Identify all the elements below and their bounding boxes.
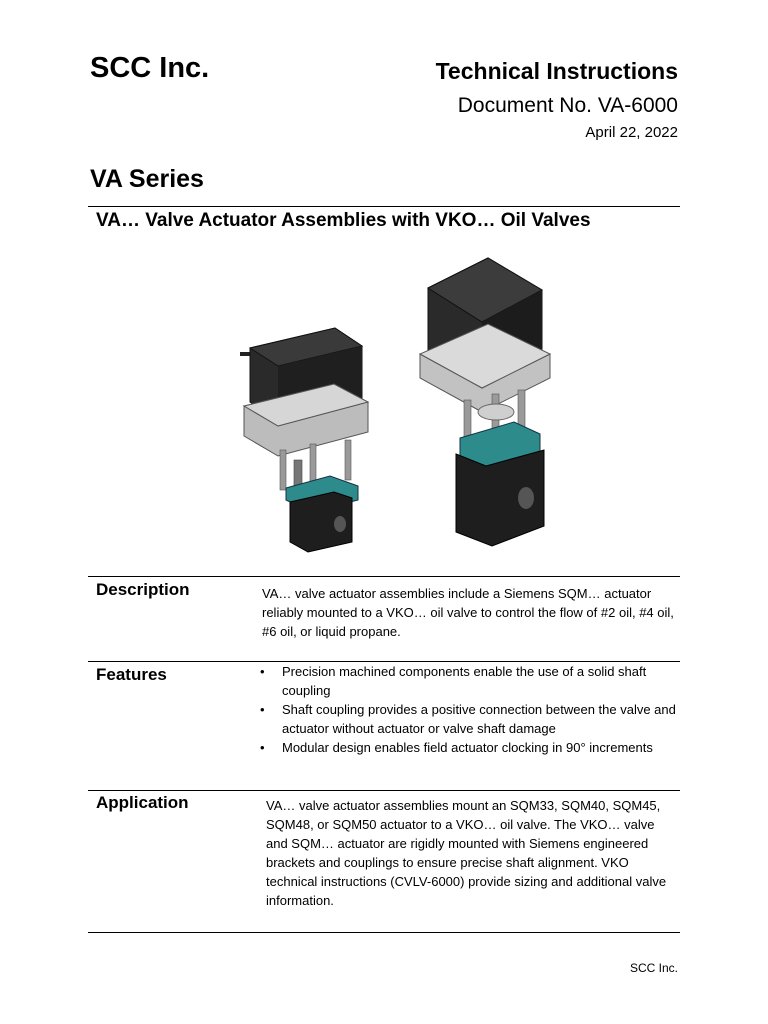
description-divider (88, 576, 680, 577)
features-heading: Features (96, 665, 167, 684)
document-date: April 22, 2022 (585, 124, 678, 141)
application-text: VA… valve actuator assemblies mount an SQM33, SQM40, SQM45, SQM48, or SQM50 actuator to a VKO… oil valve. The VKO… valve and SQM… actuator are rigidly mounted with Siemens engineered brackets and couplings to ensure precise shaft alignment. VKO technical instructions (CVLV-6000) provide sizing and additional valve information. (266, 798, 667, 908)
document-type: Technical Instructions (435, 58, 678, 84)
large-actuator-assembly (420, 258, 550, 546)
list-item: • Precision machined components enable the use of a solid shaft coupling (258, 662, 678, 700)
application-divider (88, 790, 680, 791)
features-list (258, 662, 678, 757)
document-subtitle: VA… Valve Actuator Assemblies with VKO… Oil Valves (96, 210, 591, 231)
valve-actuator-product-photo (230, 250, 560, 555)
title-divider (88, 206, 680, 207)
application-heading: Application (96, 793, 189, 812)
bottom-divider (88, 932, 680, 933)
company-name: SCC Inc. (90, 52, 210, 84)
small-actuator-assembly (240, 328, 368, 552)
list-item: • Modular design enables field actuator clocking in 90° increments (258, 738, 678, 757)
series-title: VA Series (90, 165, 204, 193)
description-heading: Description (96, 580, 190, 599)
footer-company: SCC Inc. (629, 961, 678, 975)
description-text: VA… valve actuator assemblies include a Siemens SQM… actuator reliably mounted to a VKO… oil valve to control the flow of #2 oil, #4 oil, #6 oil, or liquid propane. (262, 586, 674, 639)
document-number: Document No. VA-6000 (457, 94, 678, 117)
list-item: • Shaft coupling provides a positive connection between the valve and actuator without actuator or valve shaft damage (258, 700, 678, 738)
